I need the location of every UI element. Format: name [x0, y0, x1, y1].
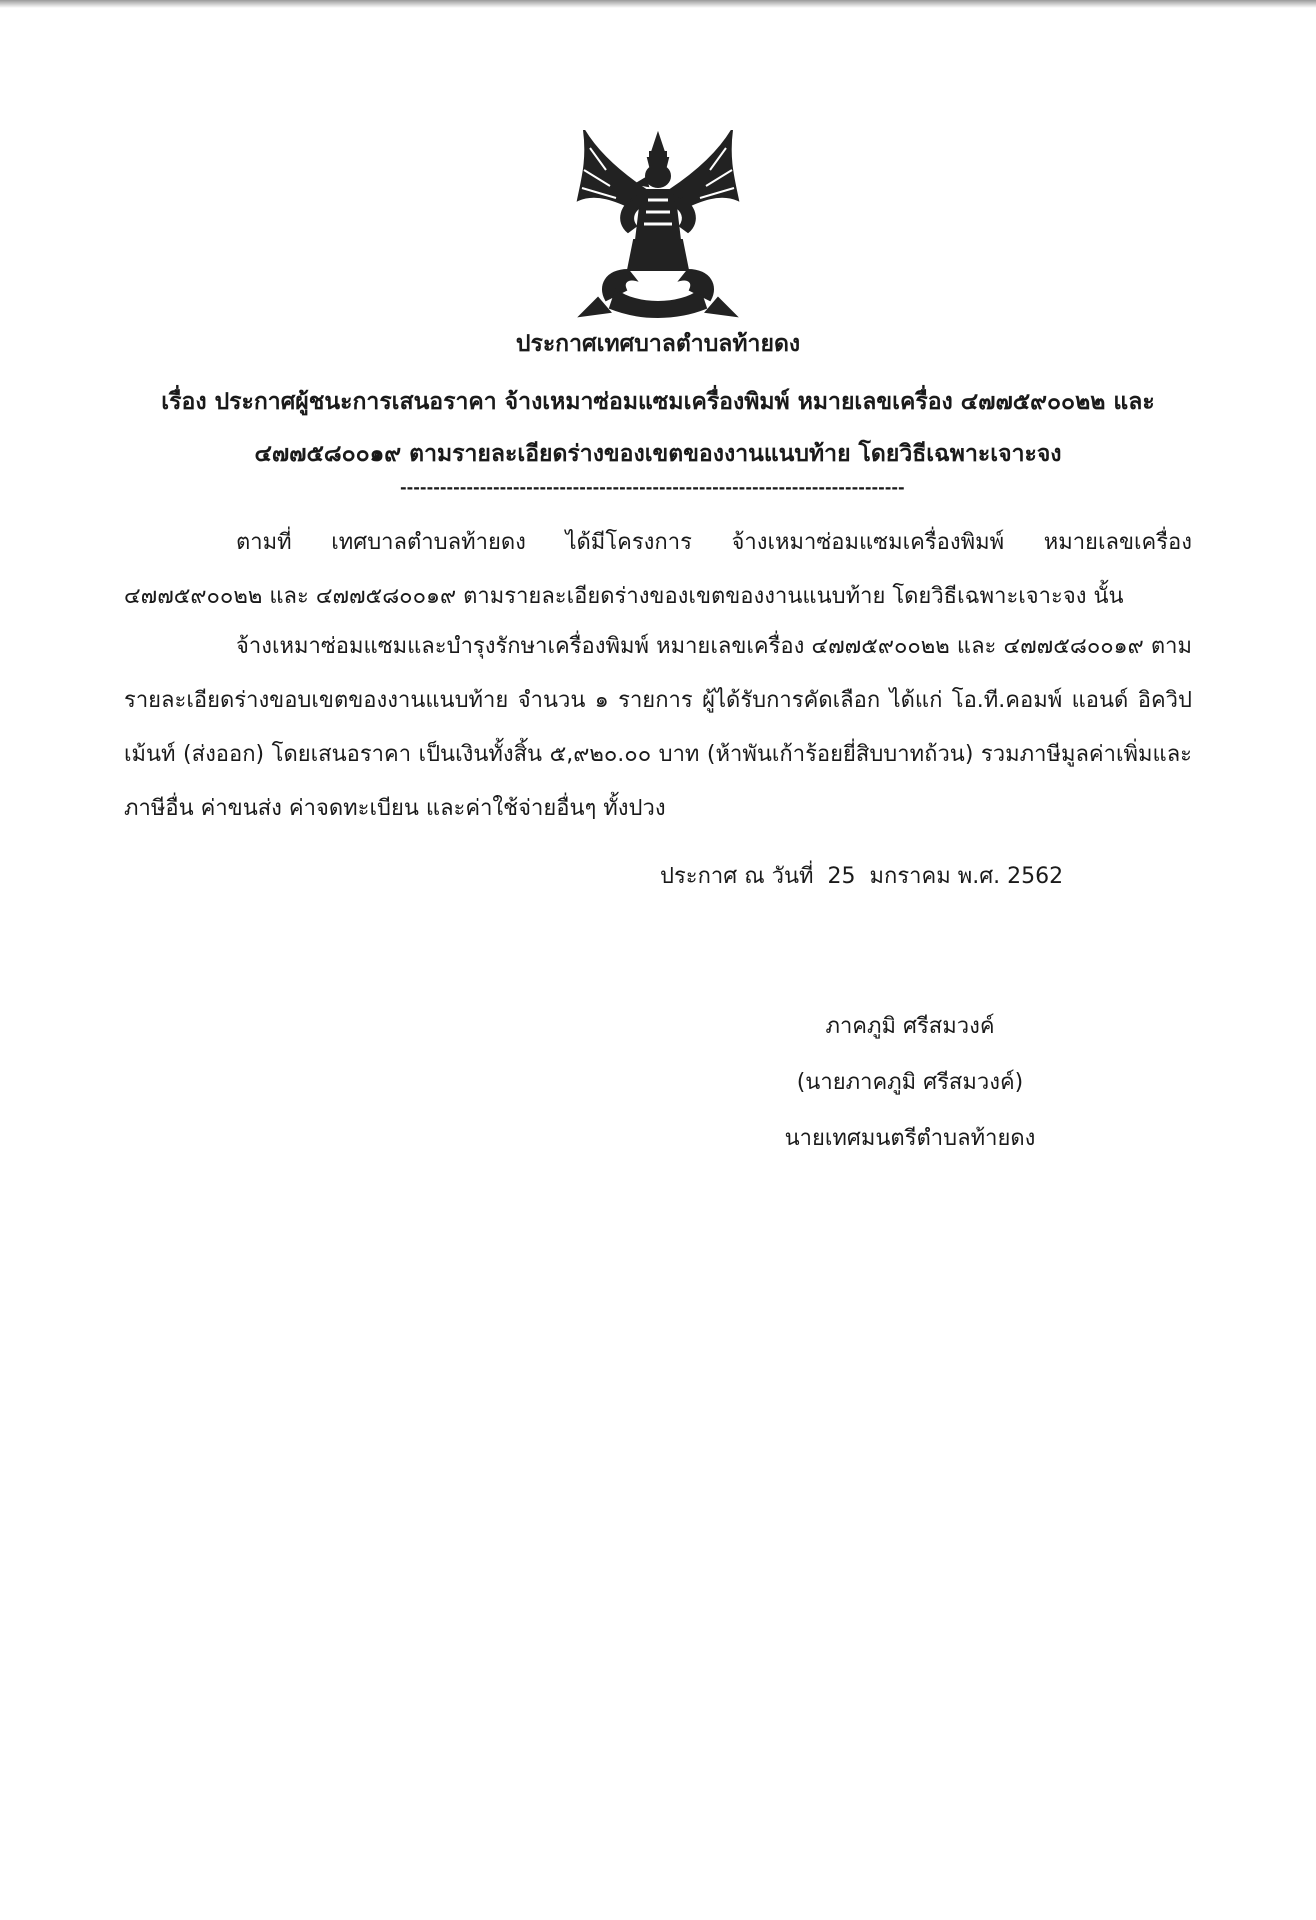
signature-position: นายเทศมนตรีตำบลท้ายดง: [784, 1126, 1036, 1151]
paragraph-1-text: ตามที่ เทศบาลตำบลท้ายดง ได้มีโครงการ จ้างเหมาซ่อมแซมเครื่องพิมพ์ หมายเลขเครื่อง ๔๗๗๕๙๐๐๒๒ และ ๔๗๗๕๘๐๐๑๙ ตามรายละเอียดร่างของเขตของงานแนบท้าย โดยวิธีเฉพาะเจาะจง นั้น: [124, 530, 1192, 609]
announcement-subject: [150, 376, 1166, 480]
signature-name: ภาคภูมิ ศรีสมวงค์: [825, 1014, 995, 1039]
divider: ----------------------------------------------------------------------------: [400, 478, 905, 497]
announcement-date: ประกาศ ณ วันที่ 25 มกราคม พ.ศ. 2562: [660, 864, 1064, 889]
scan-edge: [0, 0, 1316, 8]
announcement-title: ประกาศเทศบาลตำบลท้ายดง: [515, 331, 801, 357]
subject-line-2: ๔๗๗๕๘๐๐๑๙ ตามรายละเอียดร่างของเขตของงานแนบท้าย โดยวิธีเฉพาะเจาะจง: [254, 441, 1062, 467]
garuda-emblem-icon: [576, 130, 740, 318]
paragraph-1: [124, 516, 1192, 624]
paragraph-2: [124, 620, 1192, 836]
signature-full-name: (นายภาคภูมิ ศรีสมวงค์): [796, 1070, 1024, 1095]
subject-line-1: เรื่อง ประกาศผู้ชนะการเสนอราคา จ้างเหมาซ่อมแซมเครื่องพิมพ์ หมายเลขเครื่อง ๔๗๗๕๙๐๐๒๒ และ: [161, 389, 1155, 415]
paragraph-2-text: จ้างเหมาซ่อมแซมและบำรุงรักษาเครื่องพิมพ์ หมายเลขเครื่อง ๔๗๗๕๙๐๐๒๒ และ ๔๗๗๕๘๐๐๑๙ ตามรายละเอียดร่างขอบเขตของงานแนบท้าย จำนวน ๑ รายการ ผู้ได้รับการคัดเลือก ได้แก่ โอ.ที.คอมพ์ แอนด์ อิควิปเม้นท์ (ส่งออก) โดยเสนอราคา เป็นเงินทั้งสิ้น ๕,๙๒๐.๐๐ บาท (ห้าพันเก้าร้อยยี่สิบบาทถ้วน) รวมภาษีมูลค่าเพิ่มและภาษีอื่น ค่าขนส่ง ค่าจดทะเบียน และค่าใช้จ่ายอื่นๆ ทั้งปวง: [124, 634, 1192, 821]
